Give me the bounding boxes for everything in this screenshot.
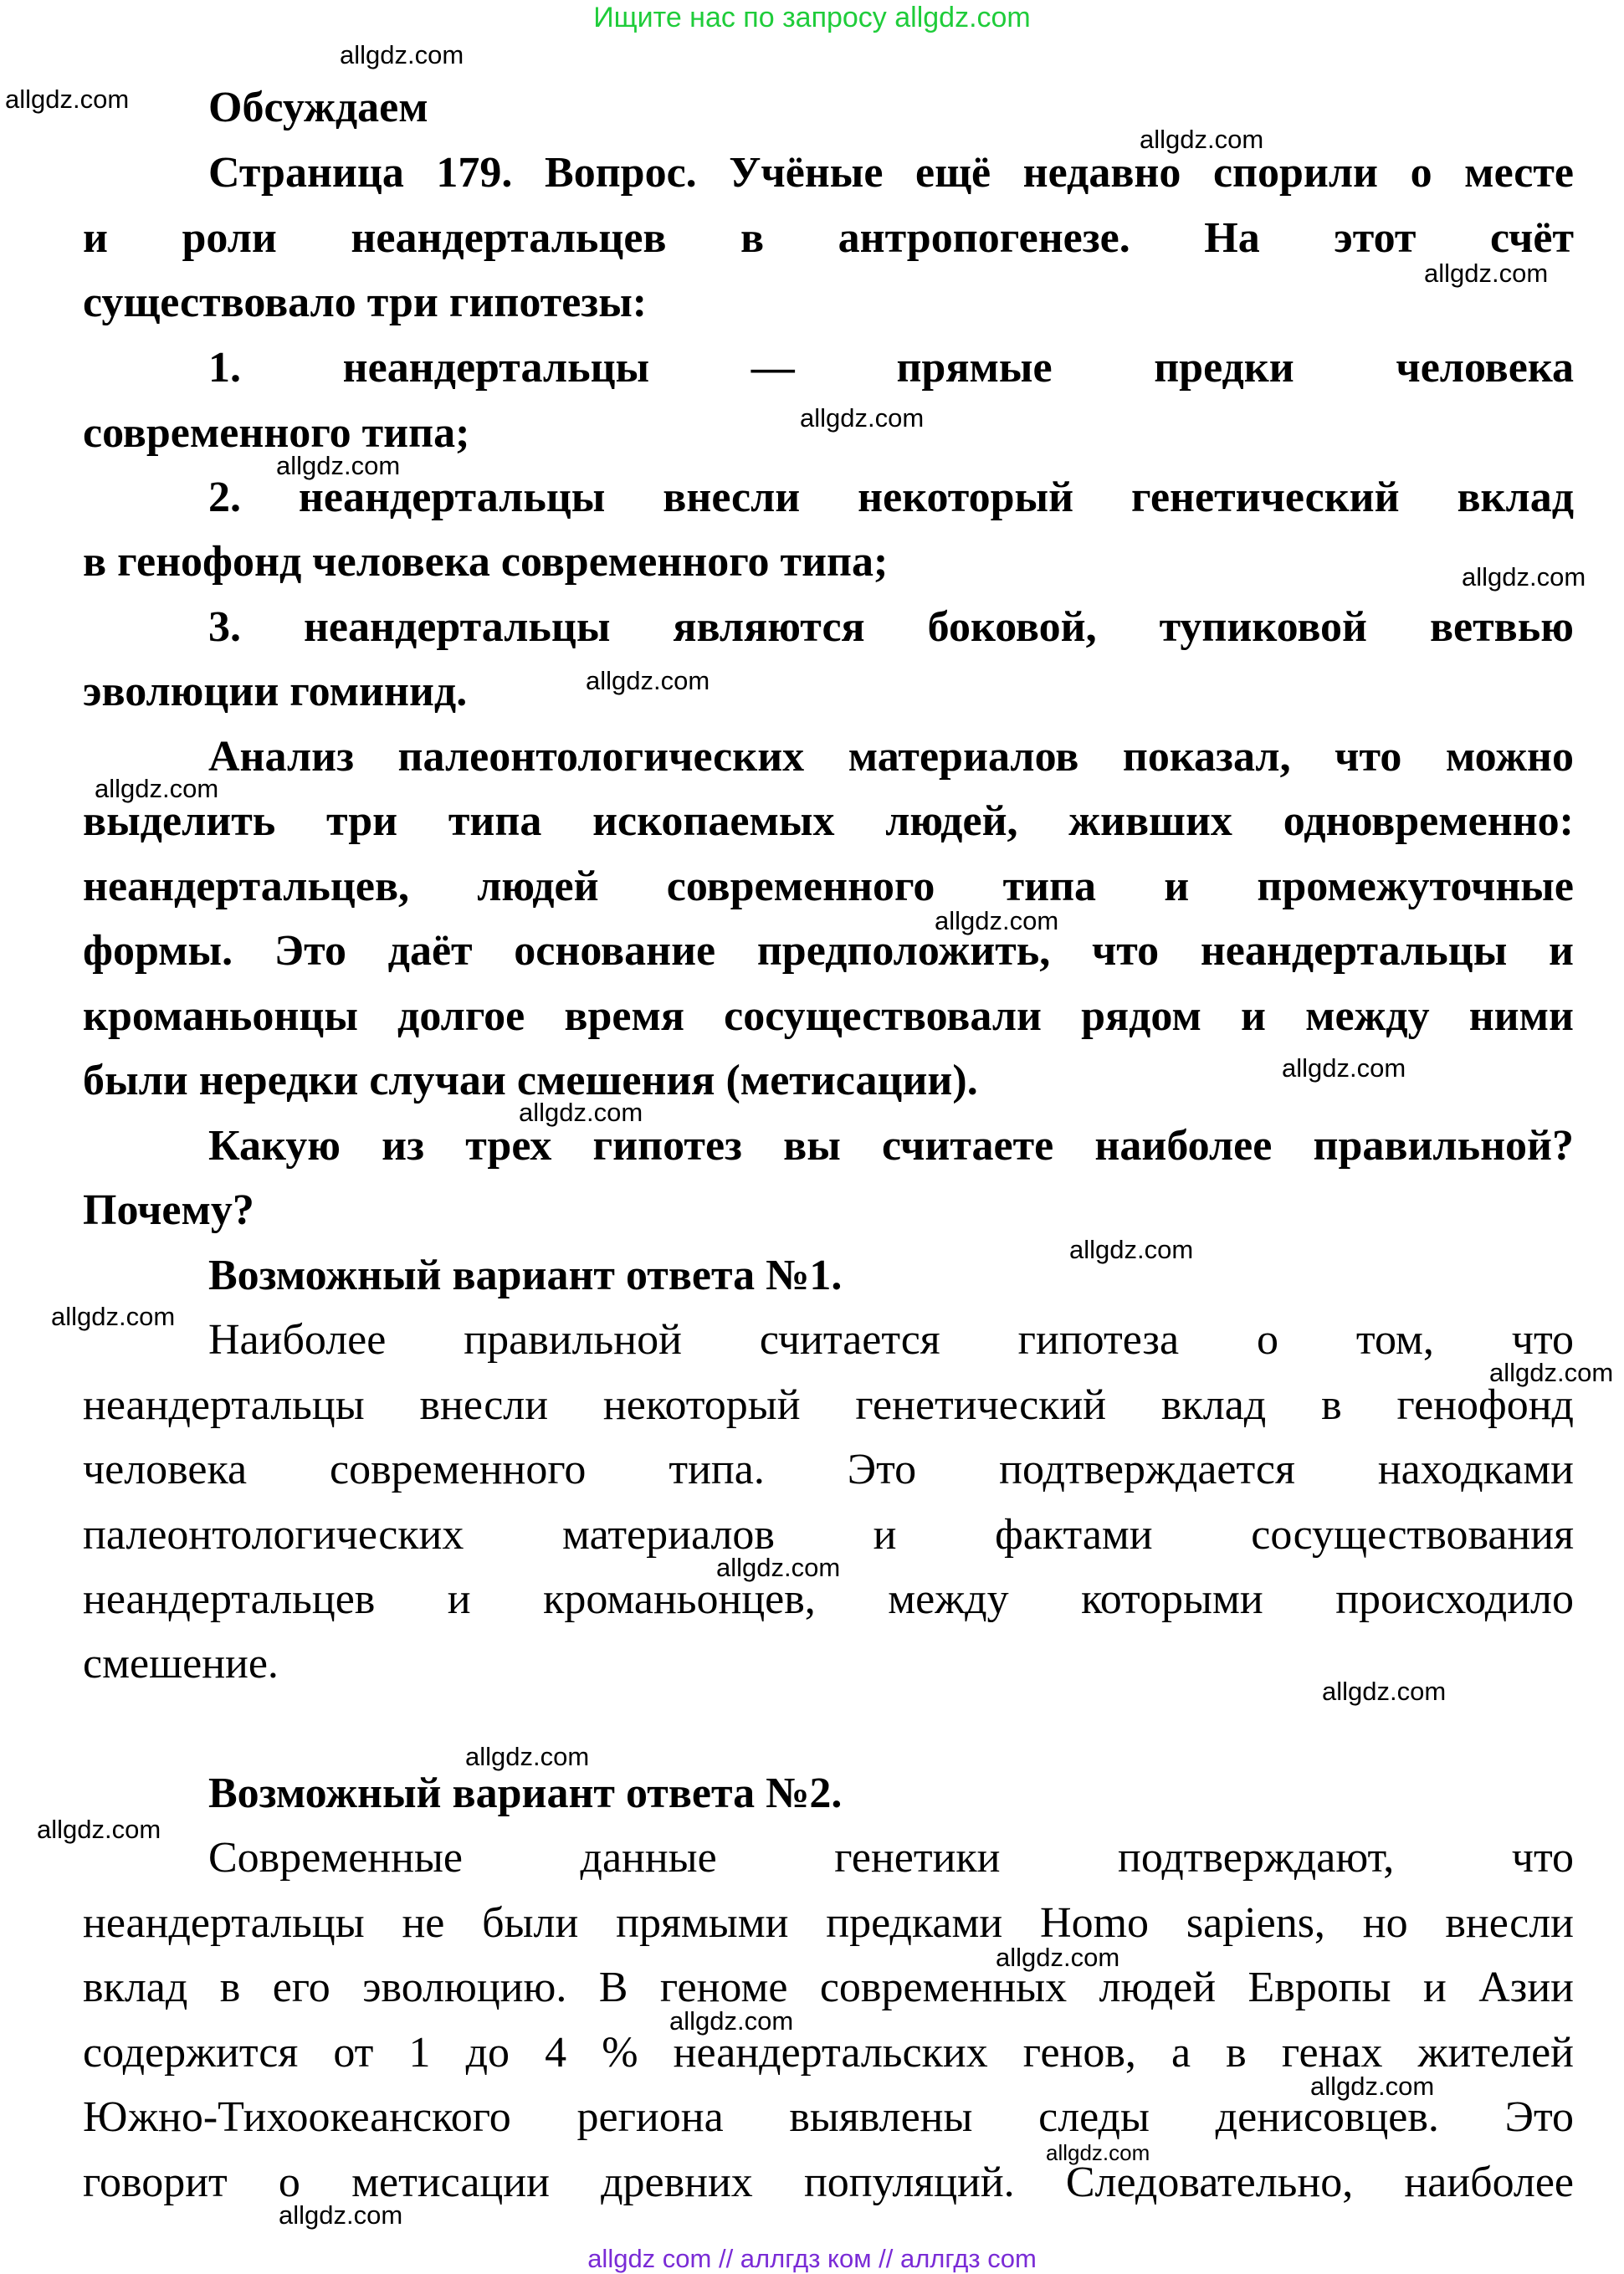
answer-2-title: Возможный вариант ответа №2. — [208, 1770, 843, 1817]
answer-2-line: неандертальцы не были прямыми предками Homo sapiens, но внесли — [83, 1899, 1574, 1947]
watermark: allgdz.com — [37, 1815, 161, 1844]
watermark: allgdz.com — [1046, 2140, 1150, 2165]
watermark: allgdz.com — [519, 1098, 643, 1127]
watermark: allgdz.com — [1322, 1677, 1447, 1706]
watermark: allgdz.com — [276, 451, 401, 480]
search-banner[interactable]: Ищите нас по запросу allgdz.com — [593, 2, 1031, 33]
hypothesis-1-cont: современного типа; — [83, 409, 470, 457]
hypothesis-1: 1. неандертальцы — прямые предки человека — [208, 344, 1574, 392]
analysis-line: были нередки случаи смешения (метисации). — [83, 1057, 978, 1104]
watermark: allgdz.com — [1489, 1358, 1614, 1387]
answer-2-line: содержится от 1 до 4 % неандертальских генов, а в генах жителей — [83, 2029, 1574, 2077]
watermark: allgdz.com — [1310, 2072, 1435, 2101]
watermark: allgdz.com — [1282, 1053, 1406, 1083]
watermark: allgdz.com — [95, 774, 219, 803]
section-heading: Обсуждаем — [208, 84, 428, 131]
analysis-line: неандертальцев, людей современного типа и промежуточные — [83, 863, 1574, 910]
watermark: allgdz.com — [51, 1302, 176, 1331]
hypothesis-3: 3. неандертальцы являются боковой, тупиковой ветвью — [208, 603, 1574, 651]
answer-2-line: Современные данные генетики подтверждают, что — [208, 1834, 1574, 1882]
question-line: Страница 179. Вопрос. Учёные ещё недавно спорили о месте — [208, 149, 1574, 197]
prompt-line: Какую из трех гипотез вы считаете наиболее правильной? — [208, 1122, 1574, 1170]
analysis-line: выделить три типа ископаемых людей, живших одновременно: — [83, 797, 1574, 845]
watermark: allgdz.com — [935, 906, 1059, 935]
watermark: allgdz.com — [716, 1553, 841, 1582]
watermark: allgdz.com — [669, 2006, 794, 2036]
analysis-line: формы. Это даёт основание предположить, что неандертальцы и — [83, 927, 1574, 975]
analysis-line: Анализ палеонтологических материалов показал, что можно — [208, 733, 1574, 781]
answer-1-title: Возможный вариант ответа №1. — [208, 1252, 843, 1299]
watermark: allgdz.com — [800, 403, 925, 433]
watermark: allgdz.com — [1069, 1235, 1194, 1264]
footer-banner[interactable]: allgdz com // аллгдз ком // аллгдз com — [587, 2244, 1037, 2273]
answer-2-line: Южно-Тихоокеанского региона выявлены следы денисовцев. Это — [83, 2093, 1574, 2141]
watermark: allgdz.com — [465, 1742, 590, 1771]
hypothesis-2-cont: в генофонд человека современного типа; — [83, 538, 889, 586]
hypothesis-3-cont: эволюции гоминид. — [83, 668, 468, 715]
answer-1-line: неандертальцы внесли некоторый генетический вклад в генофонд — [83, 1381, 1574, 1429]
watermark: allgdz.com — [1140, 125, 1264, 154]
watermark: allgdz.com — [340, 40, 464, 69]
watermark: allgdz.com — [279, 2200, 403, 2230]
question-line: существовало три гипотезы: — [83, 279, 648, 326]
answer-2-line: говорит о метисации древних популяций. Следовательно, наиболее — [83, 2159, 1574, 2206]
answer-1-line: человека современного типа. Это подтверждается находками — [83, 1446, 1574, 1493]
watermark: allgdz.com — [586, 666, 710, 695]
answer-1-line: неандертальцев и кроманьонцев, между которыми происходило — [83, 1575, 1574, 1623]
answer-2-line: вклад в его эволюцию. В геноме современных людей Европы и Азии — [83, 1964, 1574, 2011]
watermark: allgdz.com — [1462, 562, 1586, 592]
analysis-line: кроманьонцы долгое время сосуществовали рядом и между ними — [83, 992, 1574, 1040]
hypothesis-2: 2. неандертальцы внесли некоторый генетический вклад — [208, 474, 1574, 521]
watermark: allgdz.com — [5, 85, 130, 114]
watermark: allgdz.com — [996, 1943, 1120, 1972]
watermark: allgdz.com — [1424, 259, 1549, 288]
question-line: и роли неандертальцев в антропогенезе. На этот счёт — [83, 214, 1574, 262]
prompt-line: Почему? — [83, 1186, 254, 1234]
answer-1-line: Наиболее правильной считается гипотеза о том, что — [208, 1316, 1574, 1364]
answer-1-line: смешение. — [83, 1640, 279, 1688]
answer-1-line: палеонтологических материалов и фактами сосуществования — [83, 1511, 1574, 1559]
